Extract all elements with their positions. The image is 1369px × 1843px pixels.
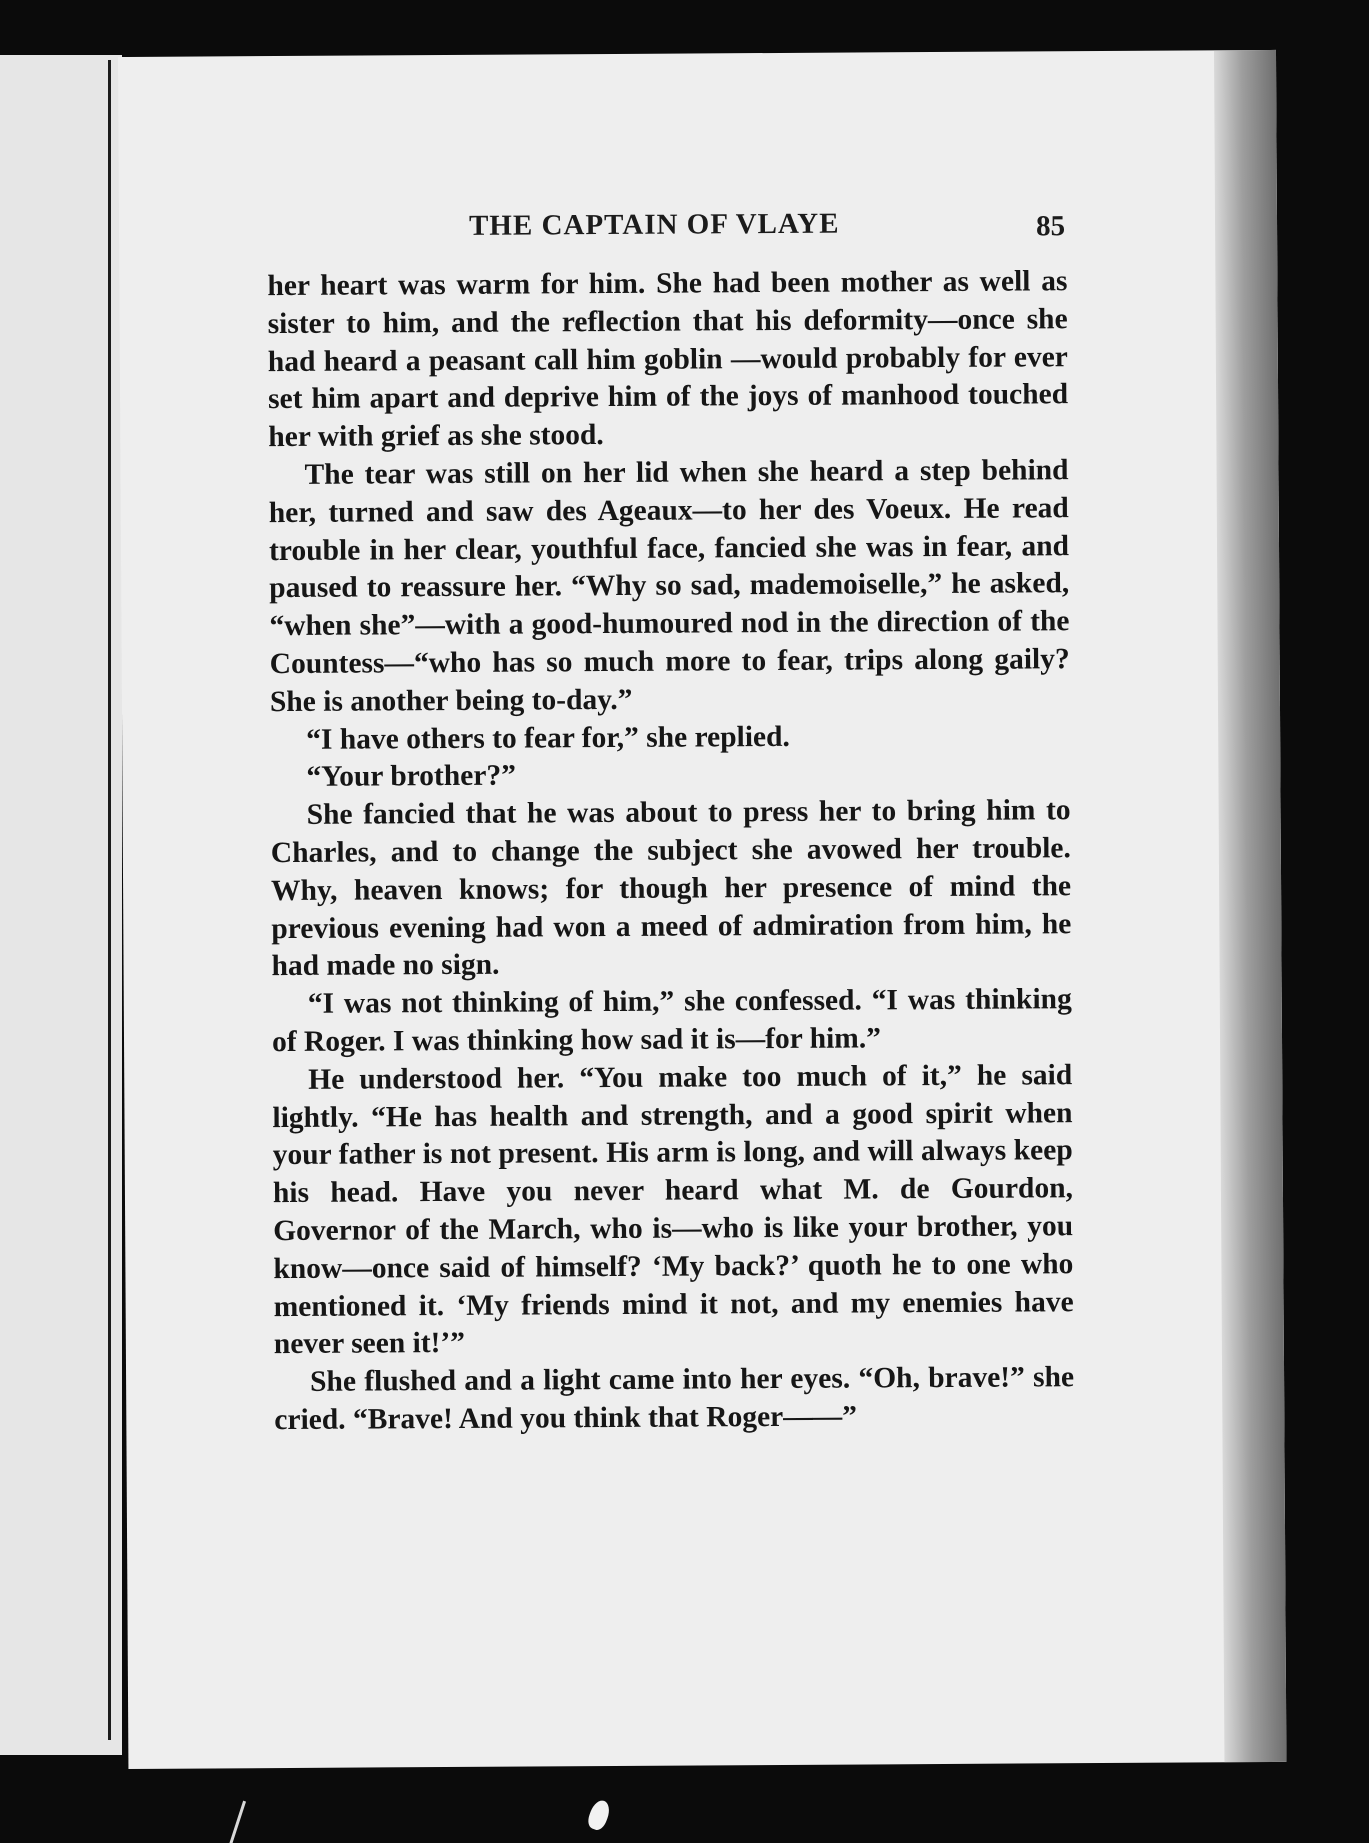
paragraph: She fancied that he was about to press her to bring him to Charles, and to change the subject she avowed her trouble. Why, heaven knows; for though her presence of mind the previous evening had won a meed of admiration from him, he had made no sign. <box>270 794 1072 983</box>
page-stack-edge <box>1214 50 1286 1762</box>
scan-artifact-mark <box>229 1801 246 1843</box>
scan-artifact-blob <box>585 1798 612 1832</box>
book-gutter-line <box>108 60 111 1740</box>
book-page <box>118 50 1286 1769</box>
left-page-edge <box>0 55 122 1755</box>
body-text <box>267 263 1074 1440</box>
paragraph: her heart was warm for him. She had been mother as well as sister to him, and the reflection that his deformity—once she had heard a peasant call him goblin —would probably for ever set him apart and deprive him of the joys of manhood touched her with grief as she stood. <box>267 265 1069 454</box>
paragraph: “I was not thinking of him,” she confessed. “I was thinking of Roger. I was thinking how sad it is—for him.” <box>271 983 1072 1059</box>
paragraph: She flushed and a light came into her eyes. “Oh, brave!” she cried. “Brave! And you think that Roger——” <box>274 1361 1075 1436</box>
paragraph: He understood her. “You make too much of it,” he said lightly. “He has health and strength, and a good spirit when your father is not present. His arm is long, and will always keep his head. Have you never heard what M. de Gourdon, Governor of the March, who is—who is like your brother, you know—once said of himself? ‘My back?’ quoth he to one who mentioned it. ‘My friends mind it not, and my enemies have never seen it!’” <box>272 1058 1074 1361</box>
paragraph: The tear was still on her lid when she heard a step behind her, turned and saw des Ageaux—to her des Voeux. He read trouble in her clear, youthful face, fancied she was in fear, and paused to reassure her. “Why so sad, mademoiselle,” he asked, “when she”—with a good-humoured nod in the direction of the Countess—“who has so much more to fear, trips along gaily? She is another being to-day.” <box>268 454 1070 718</box>
paragraph: “Your brother?” <box>306 759 517 794</box>
running-head-title: THE CAPTAIN OF VLAYE <box>468 207 840 242</box>
running-head <box>119 205 1277 252</box>
paragraph: “I have others to fear for,” she replied. <box>306 720 790 756</box>
page-number: 85 <box>1035 210 1066 243</box>
